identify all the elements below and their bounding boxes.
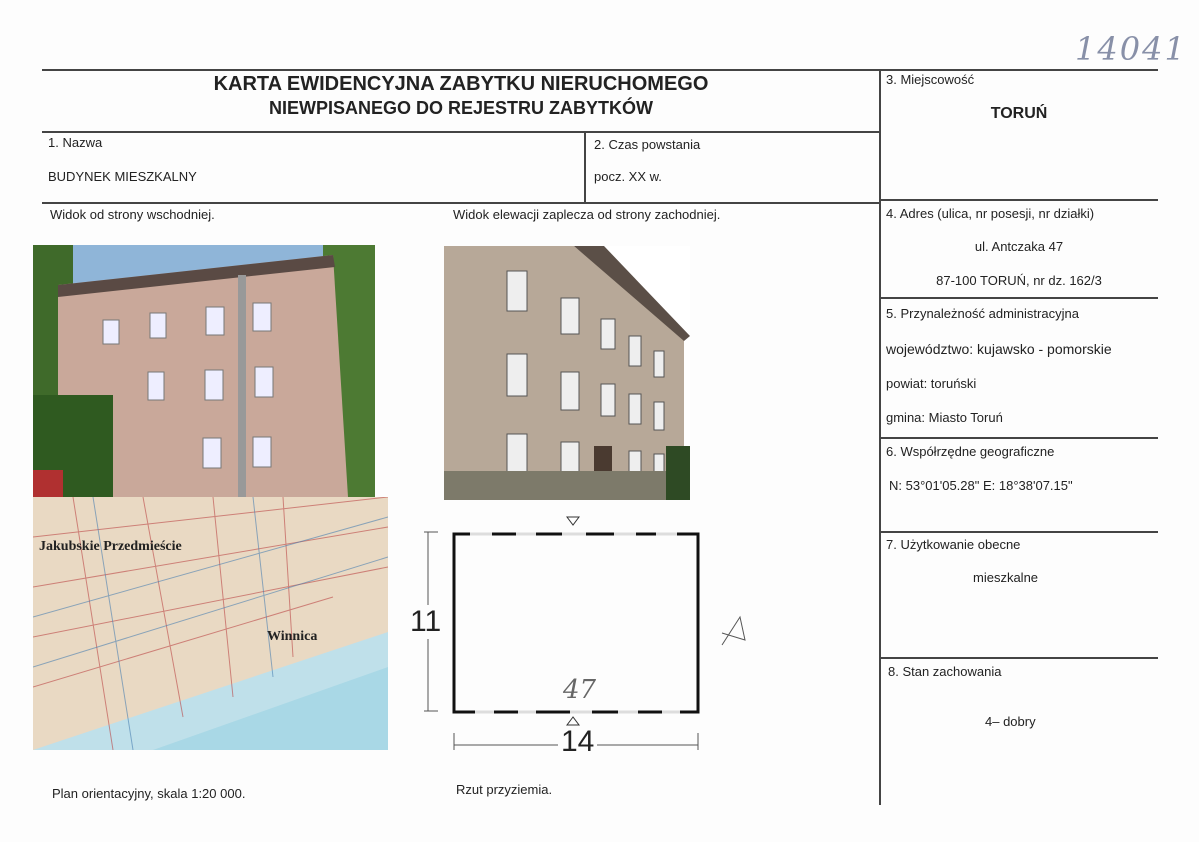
condition-value: 4– dobry [985,714,1036,729]
ground-floor-plan [400,505,780,765]
east-photo-caption: Widok od strony wschodniej. [50,207,215,222]
date-value: pocz. XX w. [594,169,662,184]
coords-label: 6. Współrzędne geograficzne [886,444,1055,459]
divider [42,202,880,204]
divider [584,131,586,203]
west-photo-caption: Widok elewacji zaplecza od strony zachodniej. [453,207,721,222]
west-facade-photo [444,246,690,500]
plan-height-dimension: 11 [410,605,442,638]
plan-house-number: 47 [563,675,597,705]
east-facade-photo [33,245,375,497]
plan-caption: Rzut przyziemia. [456,782,553,797]
card-title: KARTA EWIDENCYJNA ZABYTKU NIERUCHOMEGO [213,73,709,95]
voivodeship: województwo: kujawsko - pomorskie [886,341,1112,357]
divider [880,199,1158,201]
locality-value: TORUŃ [990,105,1048,122]
coords-value: N: 53°01'05.28" E: 18°38'07.15" [889,478,1073,493]
county: powiat: toruński [886,376,977,391]
orientation-map [33,497,388,750]
divider [880,437,1158,439]
map-label-winnica: Winnica [267,629,318,644]
commune: gmina: Miasto Toruń [886,410,1003,425]
card-subtitle: NIEWPISANEGO DO REJESTRU ZABYTKÓW [268,98,654,118]
divider [880,531,1158,533]
locality-label: 3. Miejscowość [886,72,975,87]
divider [880,657,1158,659]
plan-width-dimension: 14 [558,727,597,757]
usage-value: mieszkalne [973,570,1039,585]
admin-label: 5. Przynależność administracyjna [886,306,1079,321]
address-line1: ul. Antczaka 47 [974,239,1064,254]
north-arrow-icon [722,617,745,645]
address-label: 4. Adres (ulica, nr posesji, nr działki) [886,206,1095,221]
map-label-jakubskie: Jakubskie Przedmieście [39,539,182,554]
date-label: 2. Czas powstania [594,137,701,152]
divider [42,69,1158,71]
usage-label: 7. Użytkowanie obecne [886,537,1021,552]
handwritten-number: 14041 [1075,30,1187,68]
map-caption: Plan orientacyjny, skala 1:20 000. [52,786,246,801]
name-value: BUDYNEK MIESZKALNY [48,169,197,184]
name-label: 1. Nazwa [48,135,103,150]
condition-label: 8. Stan zachowania [888,664,1002,679]
divider [42,131,880,133]
divider [880,297,1158,299]
address-line2: 87-100 TORUŃ, nr dz. 162/3 [936,273,1102,288]
